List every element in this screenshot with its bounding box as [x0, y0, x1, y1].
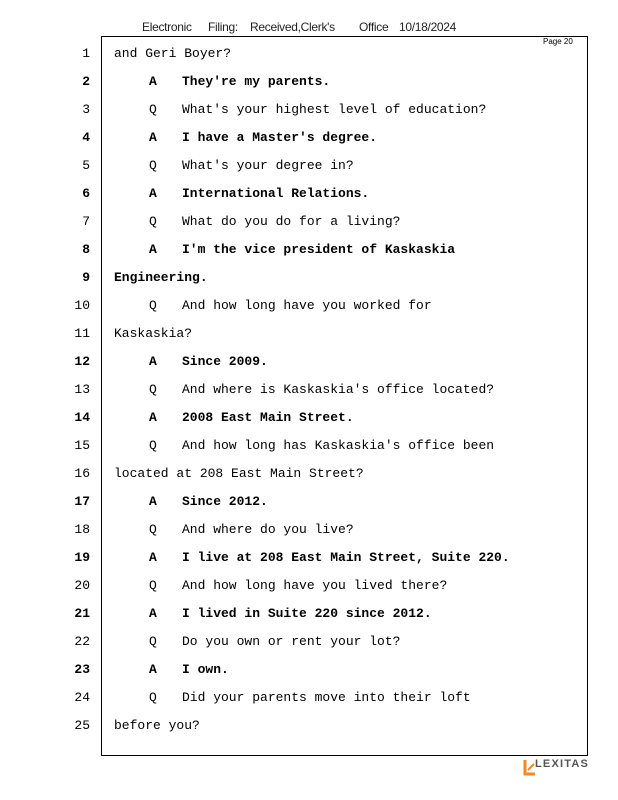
line-number: 23	[74, 662, 90, 677]
answer-marker: A	[149, 242, 157, 257]
answer-marker: A	[149, 410, 157, 425]
line-number: 16	[74, 466, 90, 481]
line-number: 4	[82, 130, 90, 145]
line-number: 5	[82, 158, 90, 173]
answer-text: 2008 East Main Street.	[182, 410, 354, 425]
question-text: And where is Kaskaskia's office located?	[182, 382, 495, 397]
line-number: 7	[82, 214, 90, 229]
question-text: And where do you live?	[182, 522, 354, 537]
line-number: 18	[74, 522, 90, 537]
question-text: And how long has Kaskaskia's office been	[182, 438, 495, 453]
question-marker: Q	[149, 690, 157, 705]
question-text: What's your highest level of education?	[182, 102, 487, 117]
answer-text: I live at 208 East Main Street, Suite 220.	[182, 550, 510, 565]
line-number: 9	[82, 270, 90, 285]
question-marker: Q	[149, 298, 157, 313]
answer-marker: A	[149, 550, 157, 565]
line-number: 22	[74, 634, 90, 649]
answer-marker: A	[149, 74, 157, 89]
header-word-office: Office	[359, 20, 389, 34]
header-word-electronic: Electronic	[142, 20, 192, 34]
continuation-text: before you?	[114, 718, 200, 733]
question-marker: Q	[149, 438, 157, 453]
answer-marker: A	[149, 354, 157, 369]
answer-text: International Relations.	[182, 186, 370, 201]
answer-marker: A	[149, 186, 157, 201]
line-number: 1	[82, 46, 90, 61]
line-number: 20	[74, 578, 90, 593]
answer-text: I have a Master's degree.	[182, 130, 378, 145]
header-word-filing: Filing:	[208, 20, 238, 34]
question-marker: Q	[149, 578, 157, 593]
question-text: And how long have you lived there?	[182, 578, 448, 593]
answer-marker: A	[149, 606, 157, 621]
answer-marker: A	[149, 662, 157, 677]
answer-marker: A	[149, 130, 157, 145]
question-marker: Q	[149, 382, 157, 397]
question-marker: Q	[149, 102, 157, 117]
line-number: 25	[74, 718, 90, 733]
line-number: 21	[74, 606, 90, 621]
question-text: Do you own or rent your lot?	[182, 634, 401, 649]
question-text: Did your parents move into their loft	[182, 690, 471, 705]
question-text: What's your degree in?	[182, 158, 354, 173]
answer-text: Since 2009.	[182, 354, 268, 369]
line-number: 24	[74, 690, 90, 705]
line-number: 2	[82, 74, 90, 89]
answer-text: I lived in Suite 220 since 2012.	[182, 606, 432, 621]
continuation-text: Engineering.	[114, 270, 208, 285]
continuation-text: located at 208 East Main Street?	[114, 466, 364, 481]
lexitas-logo	[523, 756, 589, 778]
line-number: 15	[74, 438, 90, 453]
answer-text: Since 2012.	[182, 494, 268, 509]
answer-text: I'm the vice president of Kaskaskia	[182, 242, 456, 257]
line-number: 3	[82, 102, 90, 117]
question-marker: Q	[149, 214, 157, 229]
lexitas-logo-text: LEXITAS	[535, 758, 590, 770]
line-number: 6	[82, 186, 90, 201]
question-marker: Q	[149, 522, 157, 537]
question-marker: Q	[149, 634, 157, 649]
line-number: 19	[74, 550, 90, 565]
question-text: What do you do for a living?	[182, 214, 401, 229]
page-number: Page 20	[543, 37, 573, 46]
line-number: 10	[74, 298, 90, 313]
answer-text: They're my parents.	[182, 74, 331, 89]
continuation-text: Kaskaskia?	[114, 326, 193, 341]
line-number: 8	[82, 242, 90, 257]
continuation-text: and Geri Boyer?	[114, 46, 232, 61]
line-number: 13	[74, 382, 90, 397]
line-number: 17	[74, 494, 90, 509]
line-number: 11	[74, 326, 90, 341]
answer-text: I own.	[182, 662, 229, 677]
header-word-received-clerks: Received,Clerk's	[250, 20, 335, 34]
question-text: And how long have you worked for	[182, 298, 432, 313]
answer-marker: A	[149, 494, 157, 509]
line-number: 14	[74, 410, 90, 425]
line-number: 12	[74, 354, 90, 369]
header-filing-date: 10/18/2024	[399, 20, 457, 34]
question-marker: Q	[149, 158, 157, 173]
